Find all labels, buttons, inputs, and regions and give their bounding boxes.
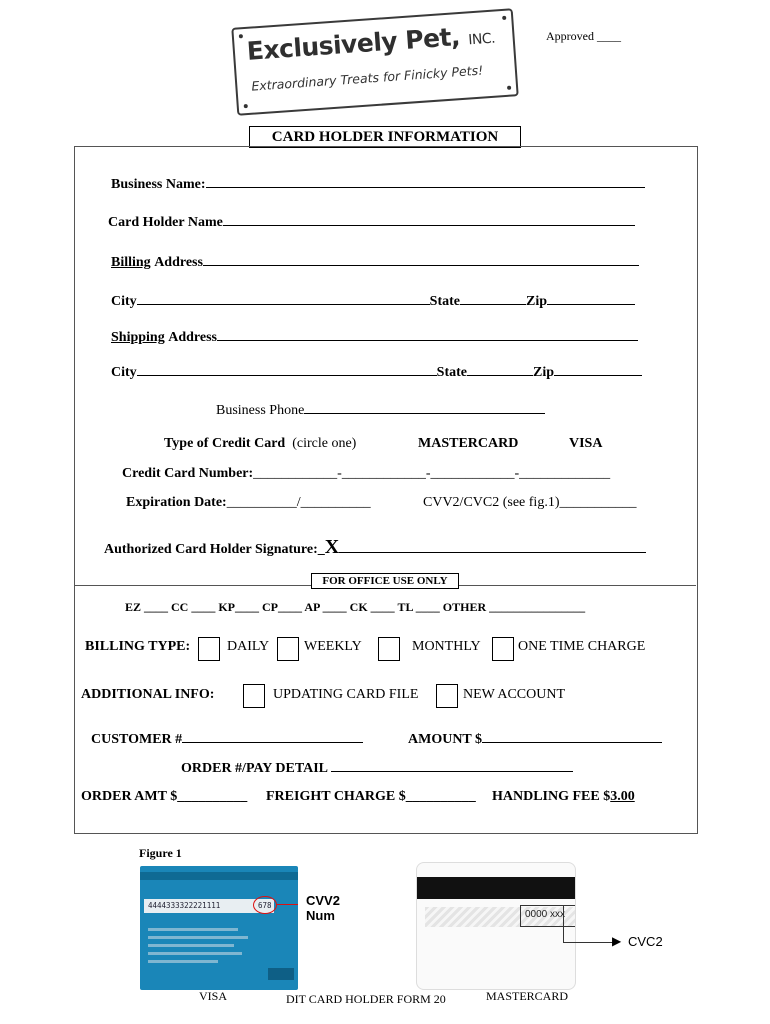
business-phone-label: Business Phone — [216, 403, 305, 418]
card-number-label: Credit Card Number: — [122, 466, 254, 481]
circle-one-hint: (circle one) — [292, 436, 357, 451]
mastercard-caption: MASTERCARD — [486, 989, 569, 1003]
zip-label: Zip — [526, 294, 548, 309]
freight-charge-field[interactable]: FREIGHT CHARGE $__________ — [266, 789, 476, 804]
weekly-label: WEEKLY — [304, 639, 362, 654]
card-number-blanks: ____________-____________-____________-_____________ — [253, 466, 611, 481]
visa-option[interactable]: VISA — [569, 436, 603, 451]
address-label: Address — [154, 255, 203, 270]
figure-label: Figure 1 — [139, 846, 182, 860]
expiration-label: Expiration Date: — [126, 495, 227, 510]
visa-caption: VISA — [199, 989, 228, 1003]
arrow-icon: ▶ — [612, 934, 622, 948]
expiration-blanks: __________/__________ — [226, 495, 371, 510]
state-label: State — [436, 365, 467, 380]
logo-name: Exclusively Pet, — [245, 22, 461, 66]
shipping-label: Shipping — [111, 330, 165, 345]
zip-label: Zip — [533, 365, 555, 380]
weekly-checkbox[interactable] — [277, 637, 299, 661]
amount-field[interactable] — [408, 729, 662, 748]
additional-info-label: ADDITIONAL INFO: — [81, 687, 215, 702]
mastercard-back-image — [416, 862, 576, 990]
order-detail-label: ORDER #/PAY DETAIL — [181, 761, 328, 776]
credit-card-number-field[interactable] — [122, 466, 610, 482]
one-time-charge-label: ONE TIME CHARGE — [518, 639, 646, 654]
business-phone-field[interactable] — [216, 400, 545, 419]
monthly-label: MONTHLY — [412, 639, 481, 654]
business-name-field[interactable] — [111, 174, 645, 193]
billing-label: Billing — [111, 255, 151, 270]
handling-fee-label: HANDLING FEE $ — [492, 789, 611, 804]
state-label: State — [429, 294, 460, 309]
customer-number-field[interactable] — [91, 729, 363, 748]
city-label: City — [111, 365, 137, 380]
visa-card-code: 678 — [258, 901, 272, 910]
shipping-address-field[interactable] — [111, 327, 638, 346]
card-type-label: Type of Credit Card — [164, 436, 286, 451]
visa-card-number: 4444333322221111 — [148, 901, 221, 910]
cvv2-callout — [306, 893, 340, 923]
cvv2-text: CVV2 — [306, 893, 340, 908]
billing-address-field[interactable] — [111, 252, 639, 271]
company-logo — [231, 8, 518, 115]
shipping-city-row[interactable] — [111, 362, 642, 381]
signature-x-mark: X — [324, 536, 340, 558]
order-detail-field[interactable] — [181, 758, 573, 777]
updating-card-label: UPDATING CARD FILE — [273, 687, 419, 702]
city-label: City — [111, 294, 137, 309]
customer-label: CUSTOMER # — [91, 732, 183, 747]
logo-tagline: Extraordinary Treats for Finicky Pets! — [250, 62, 484, 94]
credit-card-type-row — [164, 436, 356, 452]
order-amt-field[interactable]: ORDER AMT $__________ — [81, 789, 248, 804]
cvv-field[interactable]: CVV2/CVC2 (see fig.1)___________ — [423, 495, 637, 510]
office-codes-row[interactable]: EZ ____ CC ____ KP____ CP____ AP ____ CK ____ TL ____ OTHER ________________ — [125, 600, 586, 614]
card-holder-name-label: Card Holder Name — [108, 215, 223, 230]
daily-label: DAILY — [227, 639, 270, 654]
business-name-label: Business Name: — [111, 177, 206, 192]
daily-checkbox[interactable] — [198, 637, 220, 661]
billing-type-label: BILLING TYPE: — [85, 639, 191, 654]
monthly-checkbox[interactable] — [378, 637, 400, 661]
card-holder-name-field[interactable] — [108, 212, 635, 231]
page-title: CARD HOLDER INFORMATION — [249, 126, 521, 148]
approved-field: Approved ____ — [546, 29, 621, 43]
signature-label: Authorized Card Holder Signature:_ — [104, 542, 325, 557]
mastercard-option[interactable]: MASTERCARD — [418, 436, 519, 451]
num-text: Num — [306, 908, 335, 923]
office-use-label: FOR OFFICE USE ONLY — [311, 573, 459, 589]
signature-field[interactable] — [104, 536, 646, 559]
handling-fee-value: 3.00 — [610, 789, 635, 804]
footer-form-title: DIT CARD HOLDER FORM 20 — [286, 992, 446, 1006]
logo-inc: INC. — [467, 30, 496, 49]
billing-city-row[interactable] — [111, 291, 635, 310]
handling-fee-field — [492, 789, 635, 805]
new-account-checkbox[interactable] — [436, 684, 458, 708]
visa-card-back-image — [140, 866, 298, 990]
updating-card-checkbox[interactable] — [243, 684, 265, 708]
one-time-charge-checkbox[interactable] — [492, 637, 514, 661]
cvc2-callout: CVC2 — [628, 934, 663, 949]
new-account-label: NEW ACCOUNT — [463, 687, 566, 702]
amount-label: AMOUNT $ — [408, 732, 483, 747]
mc-card-digits: 0000 xxx — [525, 909, 566, 920]
expiration-date-field[interactable] — [126, 495, 371, 511]
address-label: Address — [168, 330, 217, 345]
